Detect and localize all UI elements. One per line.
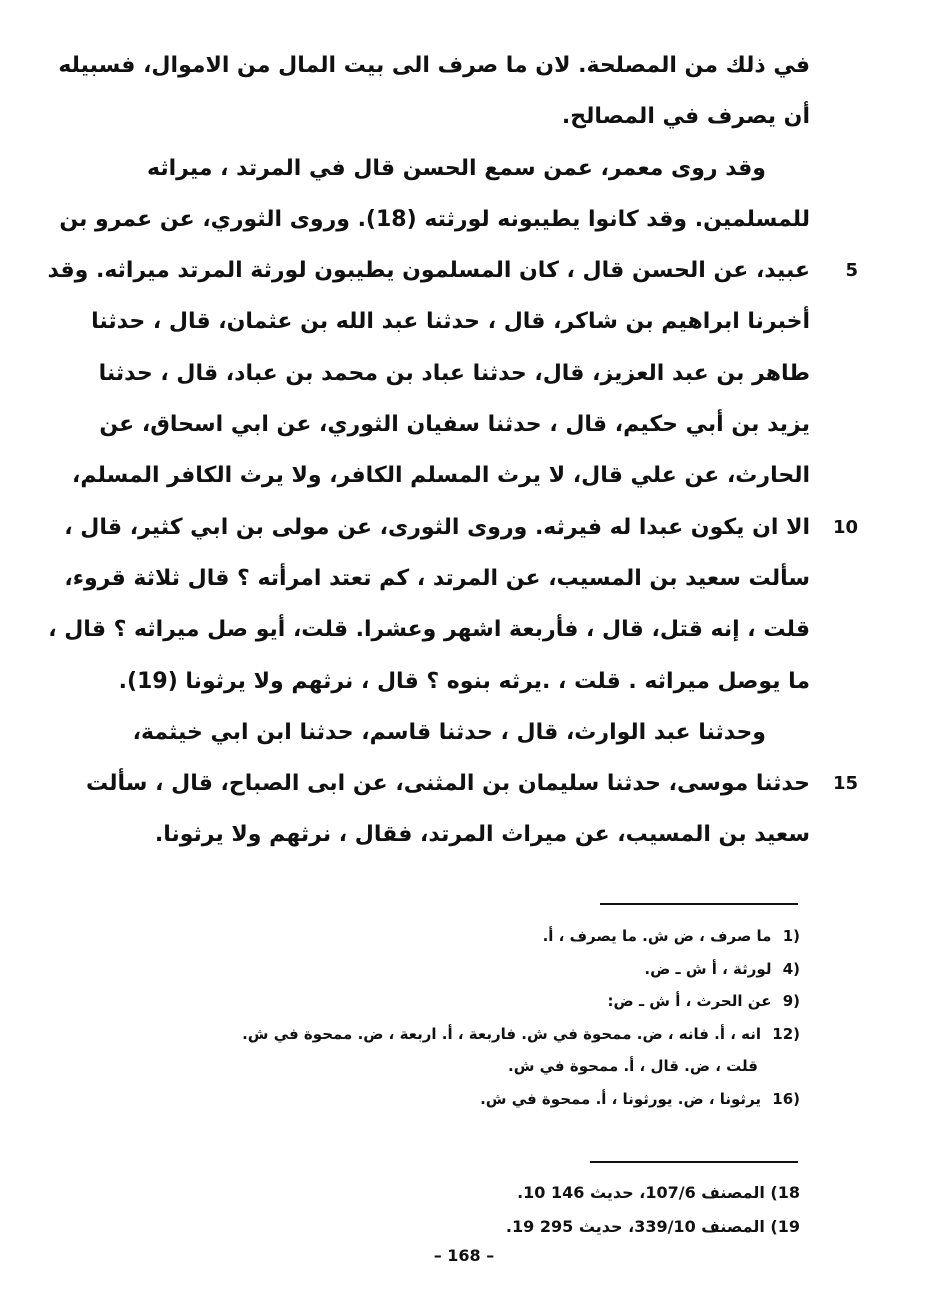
source-references xyxy=(200,1176,800,1244)
footnote-16 xyxy=(200,1083,800,1116)
line-number-15: 15 xyxy=(832,773,858,795)
footnotes xyxy=(200,920,800,1115)
footnote-text: انه ، أ. فانه ، ض. ممحوة في ش. فاربعة ، أ. اربعة ، ض. ممحوة في ش. xyxy=(242,1024,762,1043)
text-line-14: وحدثنا عبد الوارث، قال ، حدثنا قاسم، حدثنا ابن ابي خيثمة، xyxy=(132,719,766,745)
text-line-12: قلت ، إنه قتل، قال ، فأربعة اشهر وعشرا. قلت، أيو صل ميراثه ؟ قال ، xyxy=(48,617,810,643)
footnote-text: عن الحرث ، أ ش ـ ض: xyxy=(607,992,772,1010)
text-line-5 xyxy=(47,245,858,296)
reference-18: 18) المصنف 107/6، حديث 146 10. xyxy=(517,1183,800,1202)
footnote-number: (16 xyxy=(772,1089,800,1108)
footnote-number: (9 xyxy=(782,992,800,1010)
text-line-4: للمسلمين. وقد كانوا يطيبونه لورثته (18). وروى الثوري، عن عمرو بن xyxy=(59,206,810,232)
text-line-7: طاهر بن عبد العزيز، قال، حدثنا عباد بن محمد بن عباد، قال ، حدثنا xyxy=(98,360,810,386)
text-line-5-content: عبيد، عن الحسن قال ، كان المسلمون يطيبون لورثة المرتد ميراثه. وقد xyxy=(47,258,810,284)
text-line-3: وقد روى معمر، عمن سمع الحسن قال في المرتد ، ميراثه xyxy=(147,155,766,181)
footnote-12 xyxy=(200,1018,800,1051)
line-number-5: 5 xyxy=(845,260,858,282)
text-line-10-content: الا ان يكون عبدا له فيرثه. وروى الثورى، عن مولى بن ابي كثير، قال ، xyxy=(64,514,810,540)
footnote-9 xyxy=(200,985,800,1018)
footnote-4 xyxy=(200,953,800,986)
references-divider xyxy=(590,1161,798,1163)
text-line-16: سعيد بن المسيب، عن ميراث المرتد، فقال ، نرثهم ولا يرثونا. xyxy=(154,822,810,848)
text-line-11: سألت سعيد بن المسيب، عن المرتد ، كم تعتد امرأته ؟ قال ثلاثة قروء، xyxy=(64,565,810,591)
text-line-13: ما يوصل ميراثه . قلت ، .يرثه بنوه ؟ قال ، نرثهم ولا يرثونا (19). xyxy=(118,668,810,694)
text-line-10 xyxy=(64,502,858,553)
text-line-9: الحارث، عن علي قال، لا يرث المسلم الكافر، ولا يرث الكافر المسلم، xyxy=(72,463,810,489)
text-line-6: أخبرنا ابراهيم بن شاكر، قال ، حدثنا عبد الله بن عثمان، قال ، حدثنا xyxy=(91,309,810,335)
text-line-8: يزيد بن أبي حكيم، قال ، حدثنا سفيان الثوري، عن ابي اسحاق، عن xyxy=(99,412,810,438)
footnote-number: (4 xyxy=(782,959,800,978)
footnote-1 xyxy=(200,920,800,953)
main-text-body xyxy=(47,40,858,861)
footnote-text: يرثونا ، ض. يورثونا ، أ. ممحوة في ش. xyxy=(480,1089,762,1108)
footnote-divider xyxy=(600,903,798,905)
text-line-15-content: حدثنا موسى، حدثنا سليمان بن المثنى، عن ابى الصباح، قال ، سألت xyxy=(86,771,810,797)
footnote-number: (12 xyxy=(772,1024,800,1043)
text-line-1: في ذلك من المصلحة. لان ما صرف الى بيت المال من الاموال، فسبيله xyxy=(58,53,810,78)
footnote-12-continuation xyxy=(200,1050,800,1083)
reference-19: 19) المصنف 339/10، حديث 295 19. xyxy=(505,1217,800,1236)
footnote-number: (1 xyxy=(782,927,800,945)
footnote-text: قلت ، ض. قال ، أ. ممحوة في ش. xyxy=(508,1057,758,1075)
text-line-15 xyxy=(86,758,858,809)
footnote-text: لورثة ، أ ش ـ ض. xyxy=(644,959,772,978)
line-number-10: 10 xyxy=(832,516,858,538)
page-number: – 168 – xyxy=(433,1246,495,1265)
footnote-text: ما صرف ، ض ش. ما يصرف ، أ. xyxy=(542,927,772,945)
text-line-2: أن يصرف في المصالح. xyxy=(561,104,810,130)
